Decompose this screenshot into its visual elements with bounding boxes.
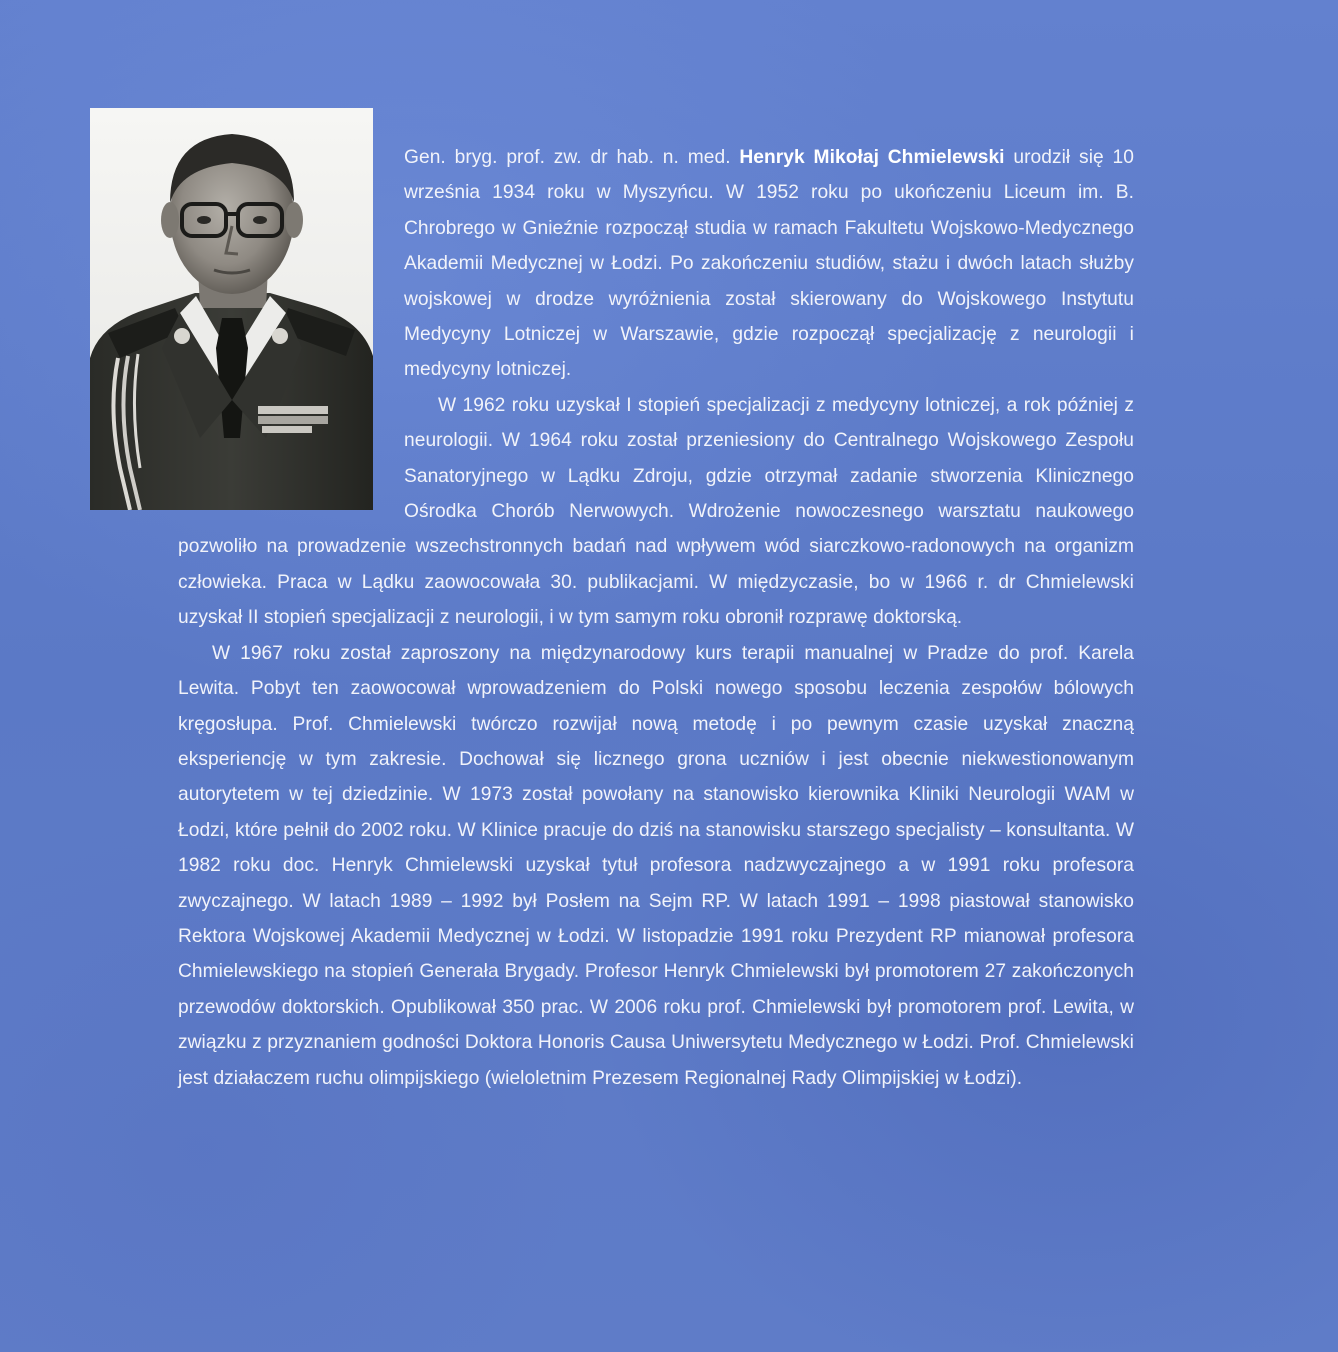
intro-lead: Gen. bryg. prof. zw. dr hab. n. med. <box>404 147 740 168</box>
biography-text <box>178 140 1134 1096</box>
photo-wrap-spacer <box>178 140 404 529</box>
intro-rest: urodził się 10 września 1934 roku w Myszyńcu. W 1952 roku po ukończeniu Liceum im. B. Chrobrego w Gnieźnie rozpoczął studia w ramach Fakultetu Wojskowo-Medycznego Akademii Medycznej w Łodzi. Po zakończeniu studiów, stażu i dwóch latach służby wojskowej w drodze wyróżnienia został skierowany do Wojskowego Instytutu Medycyny Lotniczej w Warszawie, gdzie rozpoczął specjalizację z neurologii i medycyny lotniczej. <box>404 147 1134 381</box>
subject-name: Henryk Mikołaj Chmielewski <box>739 147 1005 168</box>
paragraph-1962: W 1962 roku uzyskał I stopień specjalizacji z medycyny lotniczej, a rok później z neurologii. W 1964 roku został przeniesiony do Centralnego Wojskowego Zespołu Sanatoryjnego w Lądku Zdroju, gdzie otrzymał zadanie stworzenia Klinicznego Ośrodka Chorób Nerwowych. Wdrożenie nowoczesnego warsztatu naukowego pozwoliło na prowadzenie wszechstronnych badań nad wpływem wód siarczkowo-radonowych na organizm człowieka. Praca w Lądku zaowocowała 30. publikacjami. W międzyczasie, bo w 1966 r. dr Chmielewski uzyskał II stopień specjalizacji z neurologii, i w tym samym roku obronił rozprawę doktorską. <box>178 394 1134 629</box>
paragraph-1967: W 1967 roku został zaproszony na międzynarodowy kurs terapii manualnej w Pradze do prof. Karela Lewita. Pobyt ten zaowocował wprowadzeniem do Polski nowego sposobu leczenia zespołów bólowych kręgosłupa. Prof. Chmielewski twórczo rozwijał nową metodę i po pewnym czasie uzyskał znaczną eksperiencję w tym zakresie. Dochował się licznego grona uczniów i jest obecnie niekwestionowanym autorytetem w tej dziedzinie. W 1973 został powołany na stanowisko kierownika Kliniki Neurologii WAM w Łodzi, które pełnił do 2002 roku. W Klinice pracuje do dziś na stanowisku starszego specjalisty – konsultanta. W 1982 roku doc. Henryk Chmielewski uzyskał tytuł profesora nadzwyczajnego a w 1991 roku profesora zwyczajnego. W latach 1989 – 1992 był Posłem na Sejm RP. W latach 1991 – 1998 piastował stanowisko Rektora Wojskowej Akademii Medycznej w Łodzi. W listopadzie 1991 roku Prezydent RP mianował profesora Chmielewskiego na stopień Generała Brygady. Profesor Henryk Chmielewski był promotorem 27 zakończonych przewodów doktorskich. Opublikował 350 prac. W 2006 roku prof. Chmielewski był promotorem prof. Lewita, w związku z przyznaniem godności Doktora Honoris Causa Uniwersytetu Medycznego w Łodzi. Prof. Chmielewski jest działaczem ruchu olimpijskiego (wieloletnim Prezesem Regionalnej Rady Olimpijskiej w Łodzi). <box>178 642 1134 1089</box>
